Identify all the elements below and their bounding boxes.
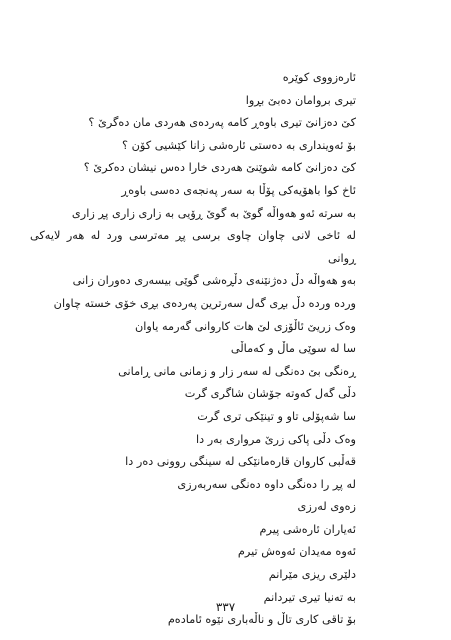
poem-line: بە تەنیا تیری تیردانم: [263, 590, 356, 604]
poem-line: ورده ورده دڵ بڕی گەل سەرترین پەردەی بڕی خۆی خستە چاوان: [53, 296, 356, 310]
poem-line: لە پڕ را دەنگی داوە دەنگی سەربەرزی: [177, 477, 356, 491]
poem-line: ئاخ کوا باهۆیەکی پۆڵا بە سەر پەنجەی دەسی باوەڕ: [121, 183, 356, 197]
poem-text: [30, 67, 356, 632]
poem-line: دڵی گەل کەوتە جۆشان شاگری گرت: [184, 387, 356, 401]
poem-line: ڕوانی: [327, 251, 356, 265]
poem-line: بۆ ئەوینداری بە دەستی ئارەشی زانا کێشیی کۆن ؟: [122, 138, 356, 152]
poem-line: بەو هەواڵە دڵ دەژنێنەی دڵڕەشی گوێی بیسەری دەوران زانی: [72, 274, 356, 288]
poem-line: تیری بروامان دەبێ بڕوا: [245, 93, 356, 107]
poem-line: وەک دڵی پاکی زرێ مرواری بەر دا: [195, 432, 356, 446]
poem-title: ئارەزووی کوێرە: [282, 71, 356, 84]
poem-line: ئەیاران ئارەشی پیرم: [259, 522, 356, 536]
poem-line: کێ دەزانێ تیری باوەڕ کامە پەردەی هەردی مان دەگرێ ؟: [88, 116, 356, 130]
poem-line: زەوی لەرزی: [297, 500, 356, 514]
poem-line: قەڵبی کاروان قارەمانێکی لە سینگی روونی دەر دا: [125, 455, 356, 469]
poem-line: دلێری ریزی مێرانم: [268, 568, 356, 582]
poem-line: ڕەنگی بێ دەنگی لە سەر زار و زمانی مانی ڕامانی: [118, 364, 356, 378]
poem-line: ئەوە مەیدان ئەوەش تیرم: [237, 545, 356, 559]
poem-line: سا شەپۆلی تاو و تینێکی تری گرت: [197, 409, 356, 423]
poem-line: کێ دەزانێ کامە شوێنێ هەردی خارا دەس نیشان دەکرێ ؟: [83, 161, 356, 175]
poem-line: بە سرتە ئەو هەواڵە گوێ بە گوێ ڕۆیی بە زاری زاری پڕ زاری: [71, 206, 356, 220]
poem-line: سا لە سوێی ماڵ و کەماڵی: [230, 342, 356, 356]
page-number: ٣٣٧: [215, 600, 236, 614]
poem-line: بۆ تاقی کاری تاڵ و ناڵەباری نێوە ئامادەم: [167, 613, 356, 627]
poem-line: وەک زریێ ئاڵۆزی لێ هات کاروانی گەرمە یاوان: [134, 319, 356, 333]
poem-line: لە ئاخی لانی چاوان چاوی برسی پڕ مەترسی ورد لە هەر لایەکی: [30, 229, 356, 243]
